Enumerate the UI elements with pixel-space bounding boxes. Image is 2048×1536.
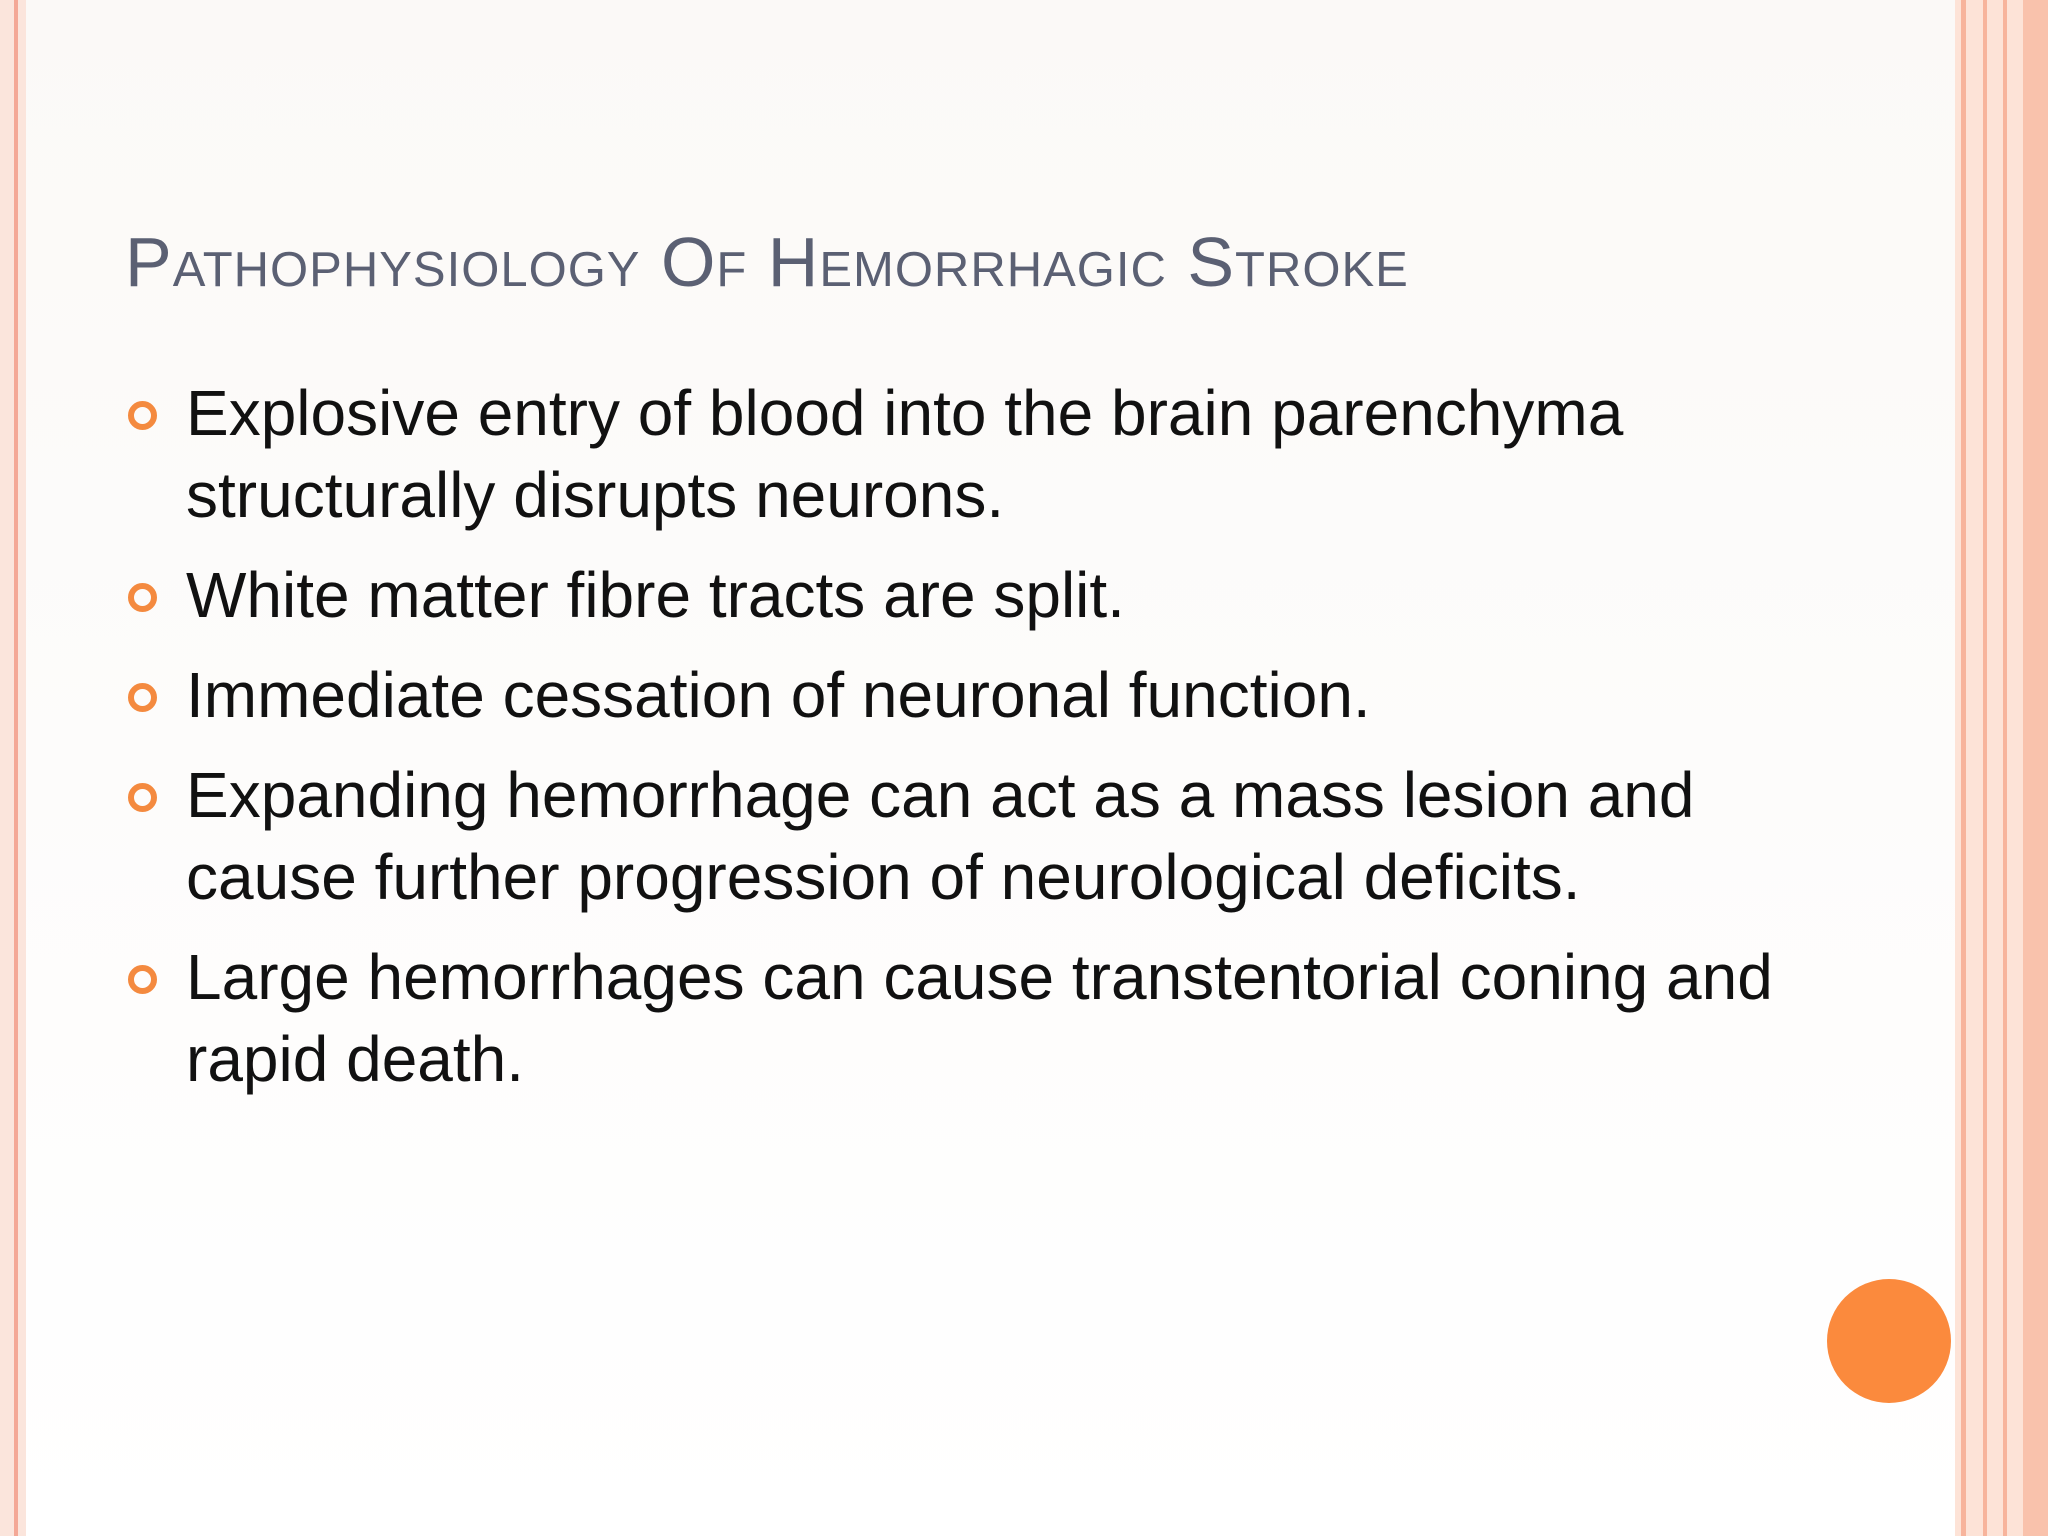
ring-bullet-icon [128, 783, 157, 812]
left-border-strip [0, 0, 26, 1536]
right-border-line-4 [2023, 0, 2048, 1536]
bullet-text: Expanding hemorrhage can act as a mass lesion and cause further progression of neurological deficits. [186, 759, 1695, 913]
right-border-line-2 [1983, 0, 1987, 1536]
bullet-list [125, 372, 1805, 1118]
bullet-item [125, 654, 1805, 736]
left-border-line [14, 0, 18, 1536]
bullet-text: Large hemorrhages can cause transtentorial coning and rapid death. [186, 941, 1773, 1095]
bullet-item [125, 554, 1805, 636]
bullet-text: Explosive entry of blood into the brain parenchyma structurally disrupts neurons. [186, 377, 1624, 531]
right-border-line-3 [2003, 0, 2007, 1536]
ring-bullet-icon [128, 401, 157, 430]
bullet-text: White matter fibre tracts are split. [186, 559, 1125, 631]
orange-circle-decoration [1827, 1279, 1951, 1403]
ring-bullet-icon [128, 683, 157, 712]
bullet-text: Immediate cessation of neuronal function. [186, 659, 1371, 731]
bullet-item [125, 936, 1805, 1100]
bullet-item [125, 754, 1805, 918]
ring-bullet-icon [128, 583, 157, 612]
right-border-line-1 [1961, 0, 1966, 1536]
ring-bullet-icon [128, 965, 157, 994]
bullet-item [125, 372, 1805, 536]
slide-title: Pathophysiology Of Hemorrhagic Stroke [125, 223, 1409, 301]
